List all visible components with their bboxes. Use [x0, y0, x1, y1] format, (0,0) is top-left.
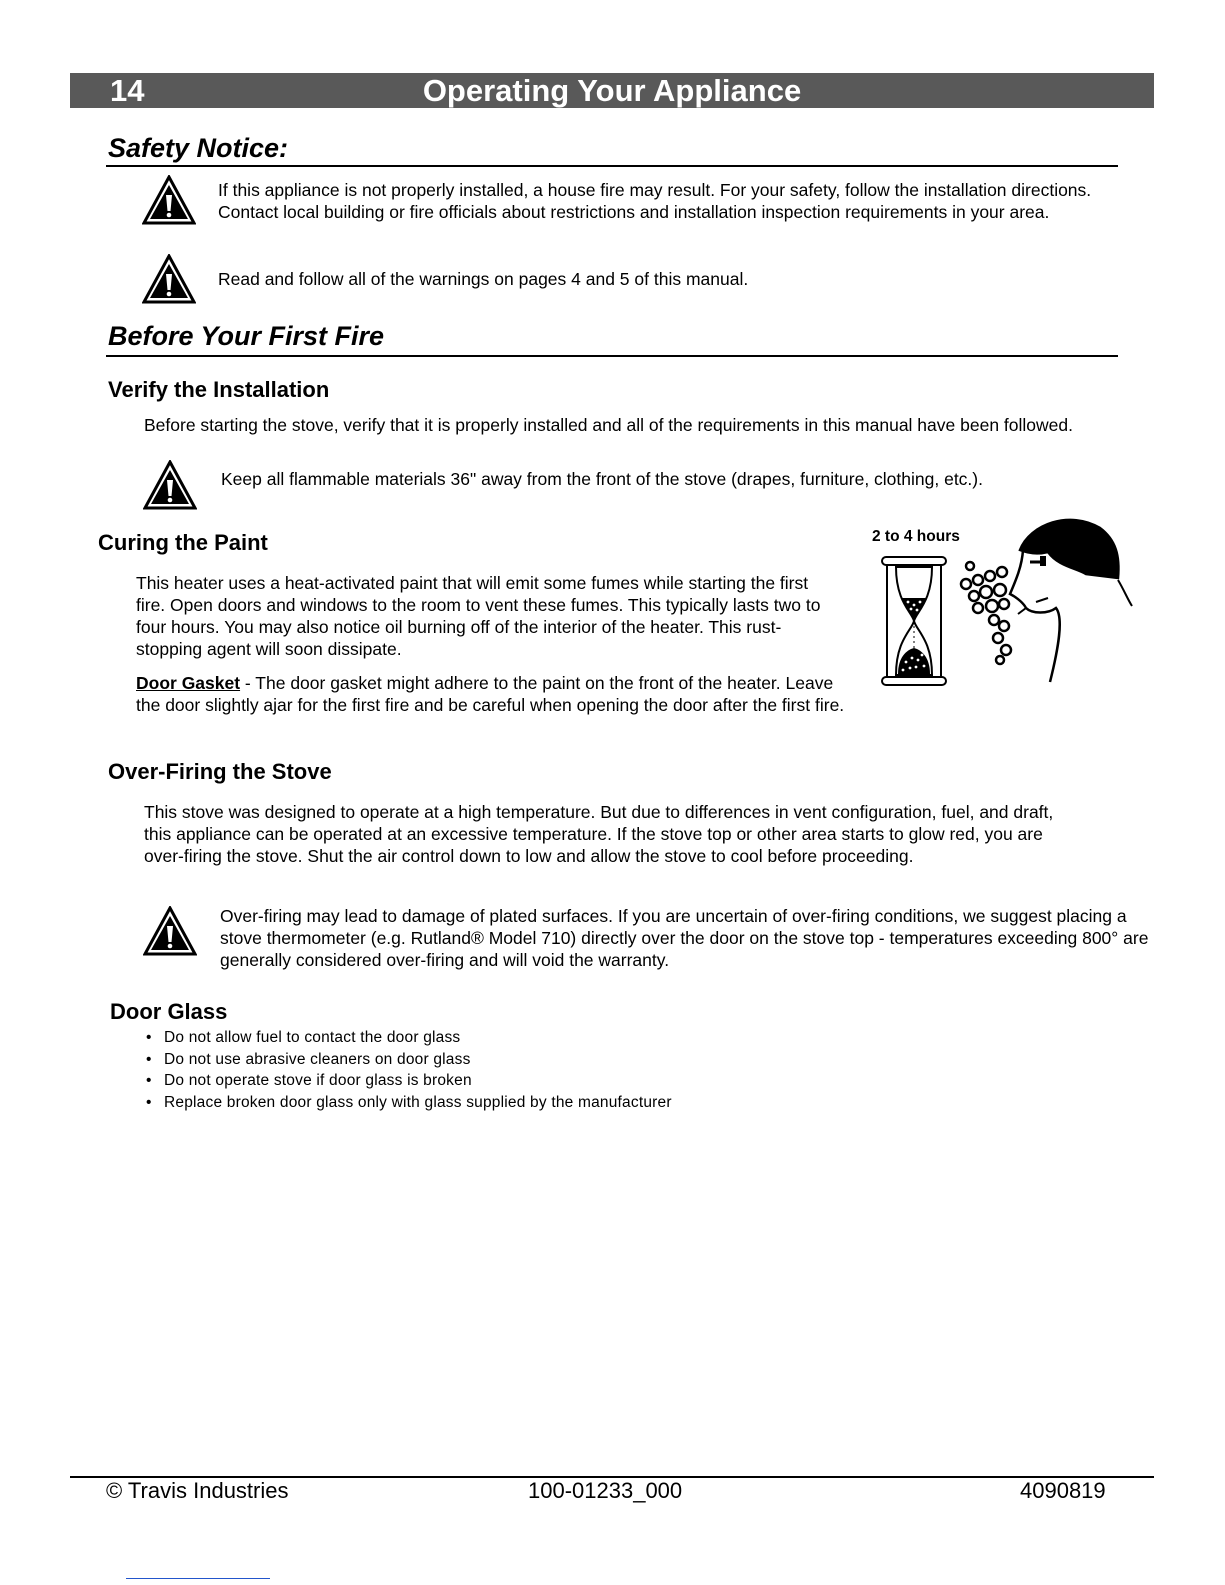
curing-paint-heading: Curing the Paint — [98, 530, 268, 555]
curing-paint-text: This heater uses a heat-activated paint that will emit some fumes while starting the first fire. Open doors and windows to the room to vent these fumes. This typically lasts two to four hours. You may also notice oil burning off of the interior of the heater. This rust-stopping agent will soon dissipate. — [136, 573, 821, 659]
warning-triangle-icon — [143, 460, 197, 510]
list-item: • Replace broken door glass only with glass supplied by the manufacturer — [146, 1092, 946, 1114]
over-firing-text: This stove was designed to operate at a high temperature. But due to differences in vent configuration, fuel, and draft, this appliance can be operated at an excessive temperature. If the stove top or other area starts to glow red, you are over-firing the stove. Shut the air control down to low and allow the stove to cool before proceeding. — [144, 802, 1054, 866]
warning-triangle-icon — [142, 254, 196, 304]
fumes-icon — [961, 562, 1011, 664]
over-firing-heading: Over-Firing the Stove — [108, 759, 332, 784]
page-header — [70, 73, 1154, 108]
list-item: • Do not allow fuel to contact the door glass — [146, 1027, 946, 1049]
footer-copyright: © Travis Industries — [106, 1478, 289, 1503]
hourglass-icon — [882, 557, 946, 685]
footer-doc-number: 100-01233_000 — [528, 1478, 683, 1503]
hourglass-fumes-face-illustration — [880, 510, 1150, 695]
link-underline — [126, 1578, 270, 1579]
section-divider — [106, 165, 1118, 167]
safety-warning-installation: If this appliance is not properly installed, a house fire may result. For your safety, follow the installation directions. Contact local building or fire officials about restrictions and installation inspection requirements in your area. — [218, 180, 1092, 222]
list-item: • Do not operate stove if door glass is broken — [146, 1070, 946, 1092]
list-item: • Do not use abrasive cleaners on door glass — [146, 1049, 946, 1071]
warning-triangle-icon — [143, 906, 197, 956]
safety-notice-title: Safety Notice: — [108, 133, 289, 163]
face-icon — [1010, 520, 1132, 682]
footer-date-code: 4090819 — [1020, 1478, 1106, 1503]
verify-installation-heading: Verify the Installation — [108, 377, 330, 402]
door-glass-list — [146, 1027, 946, 1113]
page-title: Operating Your Appliance — [422, 73, 802, 108]
door-gasket-label: Door Gasket — [136, 673, 241, 693]
illustration-caption: 2 to 4 hours — [872, 528, 960, 545]
safety-warning-read-pages: Read and follow all of the warnings on pages 4 and 5 of this manual. — [218, 269, 749, 289]
before-first-fire-title: Before Your First Fire — [108, 321, 385, 351]
door-glass-heading: Door Glass — [110, 999, 228, 1024]
over-firing-warning: Over-firing may lead to damage of plated surfaces. If you are uncertain of over-firing conditions, we suggest placing a stove thermometer (e.g. Rutland® Model 710) directly over the door on the stove top - temperatures exceeding 800° are generally considered over-firing and will void the warranty. — [220, 906, 1149, 970]
page-number: 14 — [110, 73, 145, 108]
door-gasket-paragraph — [136, 672, 848, 716]
section-divider — [106, 355, 1118, 357]
flammable-materials-warning: Keep all flammable materials 36" away from the front of the stove (drapes, furniture, clothing, etc.). — [221, 469, 983, 489]
verify-installation-text: Before starting the stove, verify that it is properly installed and all of the requirements in this manual have been followed. — [144, 415, 1073, 435]
warning-triangle-icon — [142, 175, 196, 225]
door-gasket-text: - The door gasket might adhere to the paint on the front of the heater. Leave the door slightly ajar for the first fire and be careful when opening the door after the first fire. — [136, 673, 845, 715]
